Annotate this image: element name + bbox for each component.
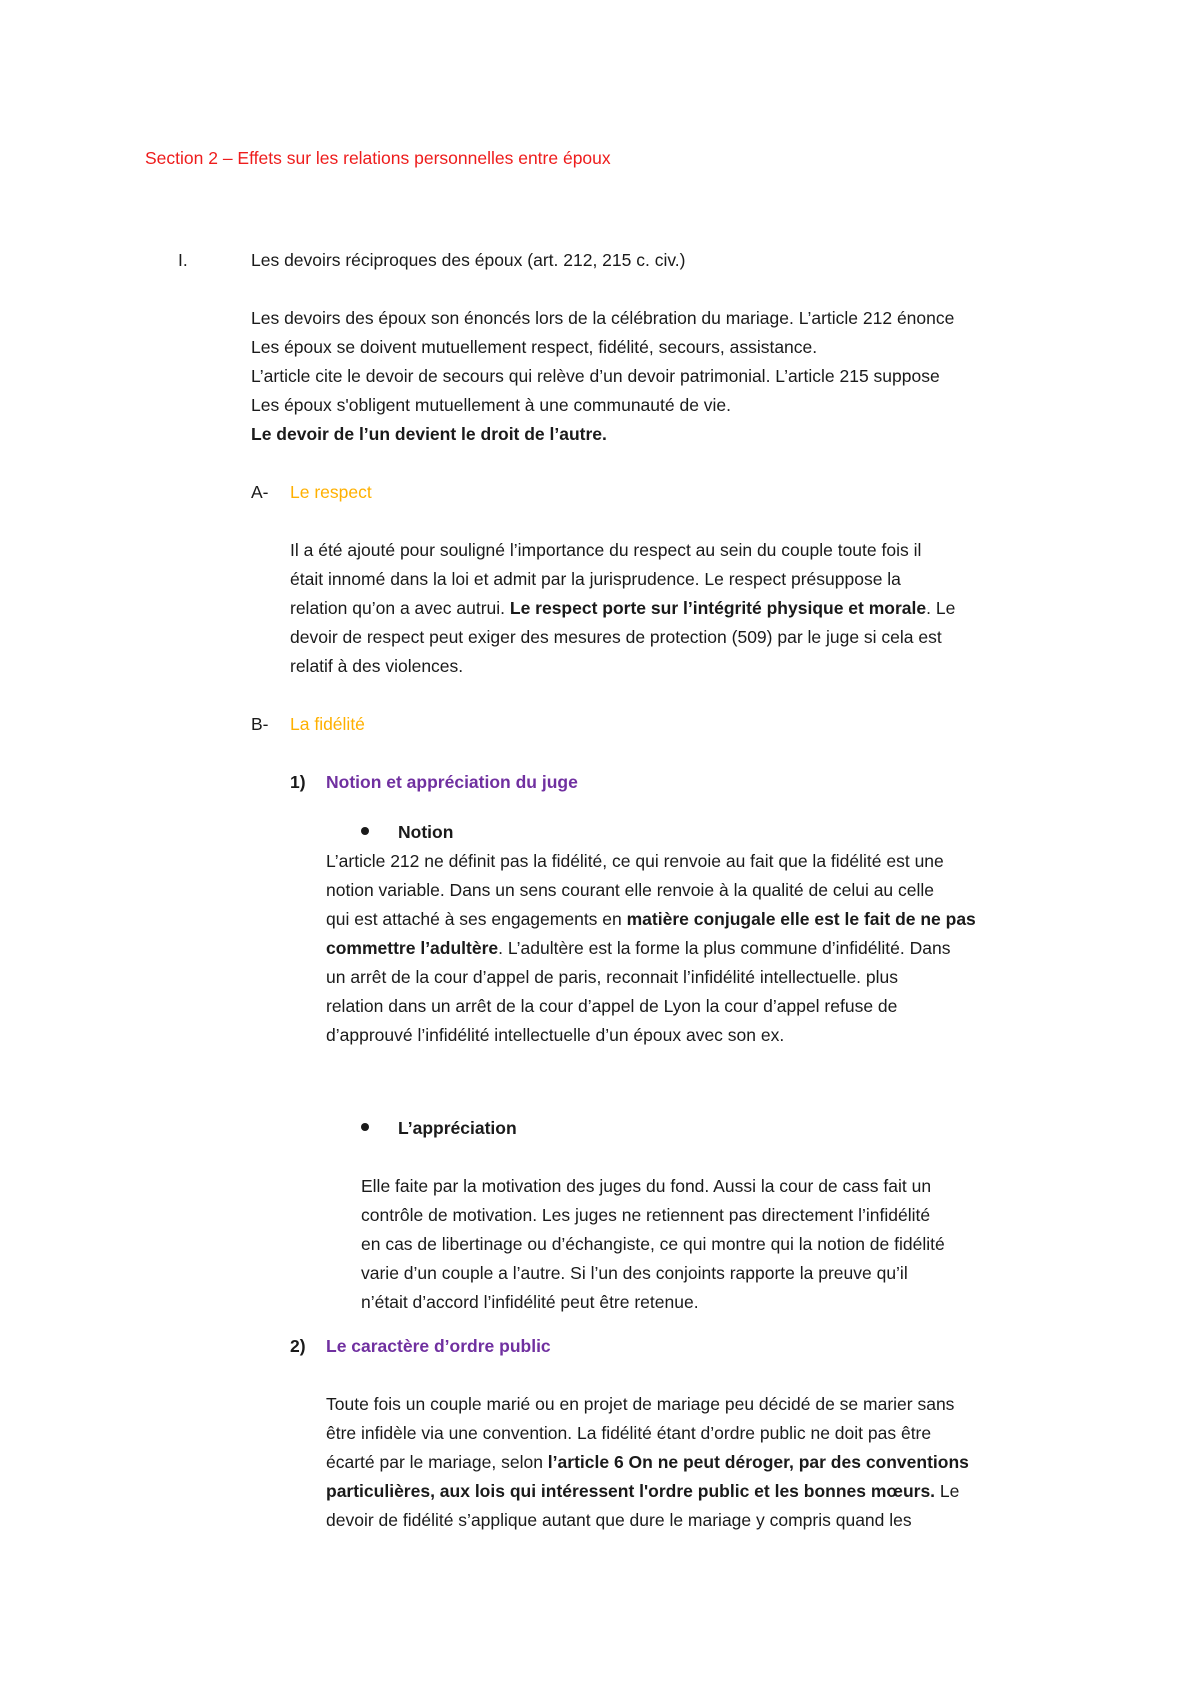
- bullet-icon: [361, 1123, 369, 1131]
- respect-line: [290, 596, 955, 620]
- ordre-public-line: être infidèle via une convention. La fidélité étant d’ordre public ne doit pas être: [326, 1423, 932, 1443]
- item-number-2: 2): [290, 1336, 306, 1356]
- intro-line: L’article cite le devoir de secours qui relève d’un devoir patrimonial. L’article 215 suppose: [251, 366, 940, 386]
- ordre-public-bold-text: particulières, aux lois qui intéressent l'ordre public et les bonnes mœurs.: [326, 1481, 936, 1501]
- respect-line: Il a été ajouté pour souligné l’importance du respect au sein du couple toute fois il: [290, 540, 922, 560]
- bullet-icon: [361, 827, 369, 835]
- ordre-public-line: [326, 1479, 959, 1503]
- notion-bold-text: commettre l’adultère: [326, 938, 499, 958]
- appreciation-line: Elle faite par la motivation des juges du fond. Aussi la cour de cass fait un: [361, 1176, 932, 1196]
- ordre-public-text: Le: [935, 1481, 960, 1501]
- notion-line: notion variable. Dans un sens courant elle renvoie à la qualité de celui au celle: [326, 880, 935, 900]
- section-title: Section 2 – Effets sur les relations personnelles entre époux: [145, 148, 611, 168]
- bullet-label-notion: Notion: [398, 822, 454, 842]
- notion-line: relation dans un arrêt de la cour d’appel de Lyon la cour d’appel refuse de: [326, 996, 898, 1016]
- respect-line: était innomé dans la loi et admit par la jurisprudence. Le respect présuppose la: [290, 569, 901, 589]
- intro-line: Les époux se doivent mutuellement respect, fidélité, secours, assistance.: [251, 337, 818, 357]
- subsection-title-fidelite: La fidélité: [290, 714, 365, 734]
- ordre-public-line: [326, 1450, 969, 1474]
- notion-line: L’article 212 ne définit pas la fidélité, ce qui renvoie au fait que la fidélité est une: [326, 851, 944, 871]
- notion-line: un arrêt de la cour d’appel de paris, reconnait l’infidélité intellectuelle. plus: [326, 967, 899, 987]
- intro-line: Les devoirs des époux son énoncés lors de la célébration du mariage. L’article 212 énonce: [251, 308, 955, 328]
- item-title-ordre-public: Le caractère d’ordre public: [326, 1336, 551, 1356]
- subsection-title-respect: Le respect: [290, 482, 372, 502]
- subsection-letter-b: B-: [251, 714, 269, 734]
- ordre-public-bold-text: l’article 6 On ne peut déroger, par des conventions: [547, 1452, 969, 1472]
- item-number-1: 1): [290, 772, 306, 792]
- subsection-letter-a: A-: [251, 482, 269, 502]
- notion-text: qui est attaché à ses engagements en: [326, 909, 627, 929]
- notion-line: [326, 936, 950, 960]
- item-title-notion-appreciation: Notion et appréciation du juge: [326, 772, 578, 792]
- notion-bold-text: matière conjugale elle est le fait de ne pas: [626, 909, 976, 929]
- respect-bold-text: Le respect porte sur l’intégrité physique et morale: [509, 598, 927, 618]
- ordre-public-text: écarté par le mariage, selon: [326, 1452, 548, 1472]
- part-title: Les devoirs réciproques des époux (art. 212, 215 c. civ.): [251, 250, 686, 270]
- appreciation-line: varie d’un couple a l’autre. Si l’un des conjoints rapporte la preuve qu’il: [361, 1263, 908, 1283]
- respect-text: . Le: [926, 598, 956, 618]
- appreciation-line: en cas de libertinage ou d’échangiste, ce qui montre qui la notion de fidélité: [361, 1234, 945, 1254]
- ordre-public-line: Toute fois un couple marié ou en projet de mariage peu décidé de se marier sans: [326, 1394, 955, 1414]
- intro-line: Les époux s'obligent mutuellement à une communauté de vie.: [251, 395, 732, 415]
- respect-text: relation qu’on a avec autrui.: [290, 598, 510, 618]
- appreciation-line: n’était d’accord l’infidélité peut être retenue.: [361, 1292, 699, 1312]
- notion-line: [326, 907, 976, 931]
- appreciation-line: contrôle de motivation. Les juges ne retiennent pas directement l’infidélité: [361, 1205, 931, 1225]
- part-numeral: I.: [178, 250, 188, 270]
- respect-line: relatif à des violences.: [290, 656, 464, 676]
- bullet-label-appreciation: L’appréciation: [398, 1118, 517, 1138]
- ordre-public-line: devoir de fidélité s’applique autant que dure le mariage y compris quand les: [326, 1510, 912, 1530]
- notion-line: d’approuvé l’infidélité intellectuelle d’un époux avec son ex.: [326, 1025, 785, 1045]
- intro-bold-line: Le devoir de l’un devient le droit de l’autre.: [251, 424, 607, 444]
- respect-line: devoir de respect peut exiger des mesures de protection (509) par le juge si cela est: [290, 627, 942, 647]
- notion-text: . L’adultère est la forme la plus commune d’infidélité. Dans: [498, 938, 951, 958]
